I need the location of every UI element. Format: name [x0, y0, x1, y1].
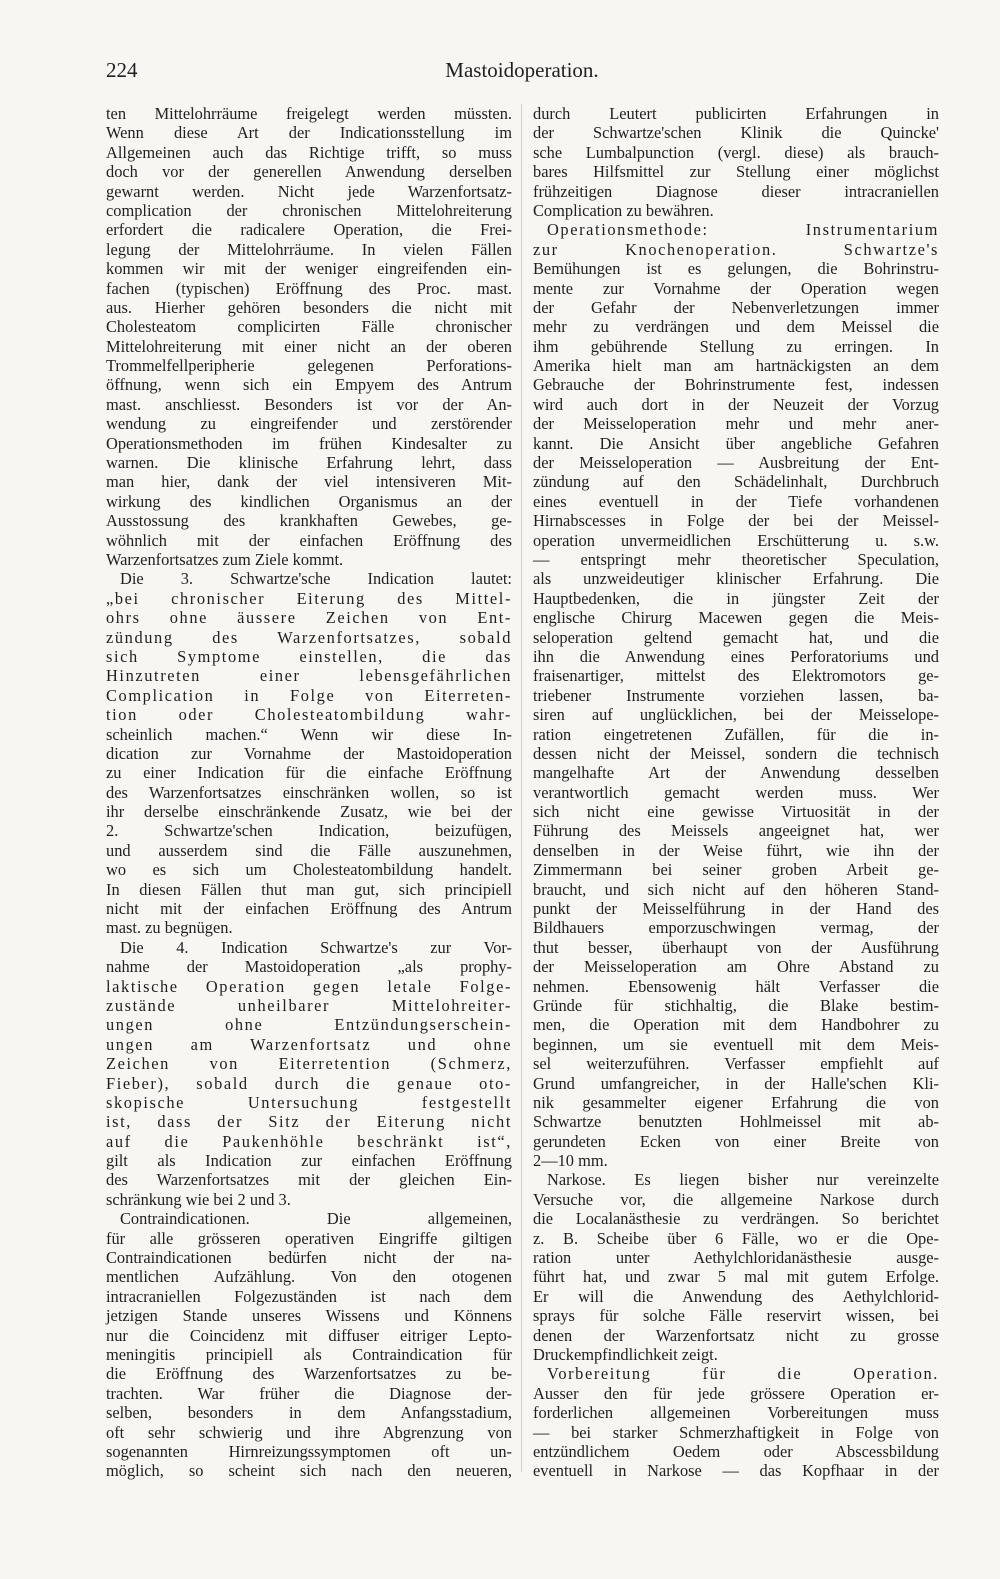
text-line: fachen (typischen) Eröffnung des Proc. mast.: [106, 278, 512, 298]
text-line: gilt als Indication zur einfachen Eröffnung: [106, 1151, 512, 1171]
text-line: men, die Operation mit dem Handbohrer zu: [533, 1015, 939, 1035]
text-line: z. B. Scheibe über 6 Fälle, wo er die Ope-: [533, 1228, 939, 1248]
text-line: ist, dass der Sitz der Eiterung nicht: [106, 1112, 512, 1132]
text-line: denen der Warzenfortsatz nicht zu grosse: [533, 1325, 939, 1345]
text-line: ihn die Anwendung eines Perforatoriums und: [533, 646, 939, 666]
text-line: des Warzenfortsatzes einschränken wollen, so ist: [106, 782, 512, 802]
text-line: nicht mit der einfachen Eröffnung des Antrum: [106, 899, 512, 919]
text-line: nahme der Mastoidoperation „als prophy-: [106, 957, 512, 977]
text-line: Die 4. Indication Schwartze's zur Vor-: [120, 937, 512, 957]
text-line: — bei starker Schmerzhaftigkeit in Folge von: [533, 1422, 939, 1442]
text-line: Die 3. Schwartze'sche Indication lautet:: [120, 569, 512, 589]
text-line: durch Leutert publicirten Erfahrungen in: [533, 104, 939, 123]
text-line: wendung zu eingreifender und zerstörender: [106, 414, 512, 434]
text-line: denselben in der Weise führt, wie ihn der: [533, 840, 939, 860]
text-line: eventuell in Narkose — das Kopfhaar in der: [533, 1461, 939, 1481]
text-line: ungen ohne Entzündungserschein-: [106, 1015, 512, 1035]
text-line: nur die Coincidenz mit diffuser eitriger Lepto-: [106, 1325, 512, 1345]
text-line: verantwortlich gemacht werden muss. Wer: [533, 782, 939, 802]
text-line: Hauptbedenken, die in jüngster Zeit der: [533, 588, 939, 608]
text-line: Bemühungen ist es gelungen, die Bohrinstru-: [533, 259, 939, 279]
text-line: zustände unheilbarer Mittelohreiter-: [106, 995, 512, 1015]
text-line: führt hat, und zwar 5 mal mit gutem Erfolge.: [533, 1267, 939, 1287]
text-line: beginnen, um sie eventuell mit dem Meis-: [533, 1034, 939, 1054]
text-line: legung der Mittelohrräume. In vielen Fällen: [106, 239, 512, 259]
text-line: gerundeten Ecken von einer Breite von: [533, 1131, 939, 1151]
running-title: Mastoidoperation.: [445, 58, 599, 82]
text-line: Operationsmethode: Instrumentarium: [547, 220, 939, 240]
text-line: der Meisseloperation am Ohre Abstand zu: [533, 957, 939, 977]
text-line: fraisenartiger, mittelst des Elektromotors ge-: [533, 666, 939, 686]
text-line: sich nicht eine gewisse Virtuosität in der: [533, 802, 939, 822]
right-text-column: [533, 104, 939, 1481]
text-line: Complication zu bewähren.: [533, 200, 714, 220]
text-line: Zimmermann bei seiner groben Arbeit ge-: [533, 860, 939, 880]
text-line: erfordert die radicalere Operation, die Frei-: [106, 220, 512, 240]
text-line: der Gefahr der Nebenverletzungen immer: [533, 297, 939, 317]
text-line: zur Knochenoperation. Schwartze's: [533, 239, 939, 259]
text-line: Zeichen von Eiterretention (Schmerz,: [106, 1054, 512, 1074]
text-line: gewarnt werden. Nicht jede Warzenfortsatz-: [106, 181, 512, 201]
text-line: ihm gebührende Stellung zu erringen. In: [533, 336, 939, 356]
text-line: wirkung des kindlichen Organismus an der: [106, 491, 512, 511]
text-line: Fieber), sobald durch die genaue oto-: [106, 1073, 512, 1093]
text-line: Hirnabscesses in Folge der bei der Meissel-: [533, 511, 939, 531]
text-line: skopische Untersuchung festgestellt: [106, 1092, 512, 1112]
text-line: Hinzutreten einer lebensgefährlichen: [106, 666, 512, 686]
text-line: der Meisseloperation mehr und mehr aner-: [533, 414, 939, 434]
text-line: Bildhauers emporzuschwingen vermag, der: [533, 918, 939, 938]
text-line: Führung des Meissels angeeignet hat, wer: [533, 821, 939, 841]
text-line: Ausstossung des krankhaften Gewebes, ge-: [106, 511, 512, 531]
text-line: wöhnlich mit der einfachen Eröffnung des: [106, 530, 512, 550]
text-line: ten Mittelohrräume freigelegt werden müssten.: [106, 104, 512, 123]
left-text-column: [106, 104, 512, 1481]
text-line: Er will die Anwendung des Aethylchlorid-: [533, 1286, 939, 1306]
text-line: kommen wir mit der weniger eingreifenden ein-: [106, 259, 512, 279]
text-line: des Warzenfortsatzes mit der gleichen Ein-: [106, 1170, 512, 1190]
text-line: sich Symptome einstellen, die das: [106, 646, 512, 666]
column-divider: [521, 104, 522, 1472]
text-line: — entspringt mehr theoretischer Speculation,: [533, 549, 939, 569]
text-line: frühzeitigen Diagnose dieser intracraniellen: [533, 181, 939, 201]
text-line: selben, besonders in dem Anfangsstadium,: [106, 1403, 512, 1423]
text-line: englische Chirurg Macewen gegen die Meis-: [533, 608, 939, 628]
text-line: meningitis principiell als Contraindication für: [106, 1345, 512, 1364]
text-line: sche Lumbalpunction (vergl. diese) als brauch-: [533, 142, 939, 162]
text-line: ration eingetretenen Zufällen, für die in-: [533, 724, 939, 744]
text-line: Versuche vor, die allgemeine Narkose durch: [533, 1189, 939, 1209]
text-line: warnen. Die klinische Erfahrung lehrt, dass: [106, 453, 512, 473]
text-line: ration unter Aethylchloridanästhesie ausge-: [533, 1248, 939, 1268]
text-line: als unzweideutiger klinischer Erfahrung. Die: [533, 569, 939, 589]
text-line: Narkose. Es liegen bisher nur vereinzelte: [547, 1170, 939, 1190]
text-line: Schwartze benutzten Hohlmeissel mit ab-: [533, 1112, 939, 1132]
text-line: Gründe für stichhaltig, die Blake bestim-: [533, 995, 939, 1015]
text-line: dication zur Vornahme der Mastoidoperation: [106, 743, 512, 763]
text-line: 2—10 mm.: [533, 1151, 608, 1171]
text-line: Warzenfortsatzes zum Ziele kommt.: [106, 549, 344, 569]
text-line: oft sehr schwierig und ihre Abgrenzung von: [106, 1422, 512, 1442]
text-line: Amerika hielt man am hartnäckigsten an dem: [533, 356, 939, 376]
text-line: braucht, und sich nicht auf den höheren Stand-: [533, 879, 939, 899]
text-line: Wenn diese Art der Indicationsstellung im: [106, 123, 512, 143]
text-line: entzündlichem Oedem oder Abscessbildung: [533, 1441, 939, 1461]
text-line: Gebrauche der Bohrinstrumente fest, indessen: [533, 375, 939, 395]
text-line: forderlichen allgemeinen Vorbereitungen muss: [533, 1403, 939, 1423]
page-number: 224: [106, 58, 138, 82]
text-line: ohrs ohne äussere Zeichen von Ent-: [106, 608, 512, 628]
text-line: bares Hilfsmittel zur Stellung einer möglichst: [533, 162, 939, 182]
text-line: und ausserdem sind die Fälle auszunehmen,: [106, 840, 512, 860]
text-line: Trommelfellperipherie gelegenen Perforations-: [106, 356, 512, 376]
text-line: öffnung, wenn sich ein Empyem des Antrum: [106, 375, 512, 395]
text-line: siren auf unglücklichen, bei der Meisselope-: [533, 705, 939, 725]
text-line: die Eröffnung des Warzenfortsatzes zu be-: [106, 1364, 512, 1384]
text-line: laktische Operation gegen letale Folge-: [106, 976, 512, 996]
text-line: Complication in Folge von Eiterreten-: [106, 685, 512, 705]
text-line: „bei chronischer Eiterung des Mittel-: [106, 588, 512, 608]
text-line: complication der chronischen Mittelohreiterung: [106, 200, 512, 220]
text-line: sogenannten Hirnreizungssymptomen oft un-: [106, 1441, 512, 1461]
text-line: In diesen Fällen thut man gut, sich principiell: [106, 879, 512, 899]
text-line: möglich, so scheint sich nach den neueren,: [106, 1461, 512, 1481]
text-line: mentlichen Aufzählung. Von den otogenen: [106, 1267, 512, 1287]
text-line: man hier, dank der viel intensiveren Mit-: [106, 472, 512, 492]
text-line: Contraindicationen bedürfen nicht der na-: [106, 1248, 512, 1268]
page-header: [106, 58, 938, 84]
text-line: Allgemeinen auch das Richtige trifft, so muss: [106, 142, 512, 162]
text-line: jetzigen Stande unseres Wissens und Könnens: [106, 1306, 512, 1326]
text-line: nik gesammelter eigener Erfahrung die von: [533, 1092, 939, 1112]
text-line: schränkung wie bei 2 und 3.: [106, 1189, 291, 1209]
text-line: operation unvermeidlichen Erschütterung u. s.w.: [533, 530, 939, 550]
text-line: ungen am Warzenfortsatz und ohne: [106, 1034, 512, 1054]
text-line: trachten. War früher die Diagnose der-: [106, 1383, 512, 1403]
text-line: kannt. Die Ansicht über angebliche Gefahren: [533, 433, 939, 453]
text-line: wird auch dort in der Neuzeit der Vorzug: [533, 394, 939, 414]
text-line: der Schwartze'schen Klinik die Quincke': [533, 123, 939, 143]
text-line: für alle grösseren operativen Eingriffe giltigen: [106, 1228, 512, 1248]
text-line: Mittelohreiterung mit einer nicht an der oberen: [106, 336, 512, 356]
text-line: thut besser, überhaupt von der Ausführung: [533, 937, 939, 957]
text-line: zündung des Warzenfortsatzes, sobald: [106, 627, 512, 647]
text-line: triebener Instrumente vorziehen lassen, ba-: [533, 685, 939, 705]
text-line: mast. anschliesst. Besonders ist vor der An-: [106, 394, 512, 414]
text-line: mente zur Vornahme der Operation wegen: [533, 278, 939, 298]
text-line: mast. zu begnügen.: [106, 918, 233, 938]
text-line: zu einer Indication für die einfache Eröffnung: [106, 763, 512, 783]
text-line: scheinlich machen.“ Wenn wir diese In-: [106, 724, 512, 744]
text-line: eines eventuell in der Tiefe vorhandenen: [533, 491, 939, 511]
text-line: mehr zu verdrängen und dem Meissel die: [533, 317, 939, 337]
text-line: aus. Hierher gehören besonders die nicht mit: [106, 297, 512, 317]
text-line: ihr derselbe einschränkende Zusatz, wie bei der: [106, 802, 512, 822]
text-line: mangelhafte Art der Anwendung desselben: [533, 763, 939, 783]
text-line: Druckempfindlichkeit zeigt.: [533, 1345, 718, 1364]
text-line: auf die Paukenhöhle beschränkt ist“,: [106, 1131, 512, 1151]
text-line: die Localanästhesie zu verdrängen. So berichtet: [533, 1209, 939, 1229]
text-line: punkt der Meisselführung in der Hand des: [533, 899, 939, 919]
text-line: wo es sich um Cholesteatombildung handelt.: [106, 860, 512, 880]
text-line: nehmen. Ebensowenig hält Verfasser die: [533, 976, 939, 996]
text-line: Vorbereitung für die Operation.: [547, 1364, 939, 1384]
text-line: intracraniellen Folgezuständen ist nach dem: [106, 1286, 512, 1306]
text-line: seloperation geltend gemacht hat, und die: [533, 627, 939, 647]
text-line: doch vor der generellen Anwendung derselben: [106, 162, 512, 182]
text-line: sel weiterzuführen. Verfasser empfiehlt auf: [533, 1054, 939, 1074]
text-line: zündung auf den Schädelinhalt, Durchbruch: [533, 472, 939, 492]
text-line: sprays für solche Fälle reservirt wissen, bei: [533, 1306, 939, 1326]
text-line: Operationsmethoden im frühen Kindesalter zu: [106, 433, 512, 453]
text-line: 2. Schwartze'schen Indication, beizufügen,: [106, 821, 512, 841]
text-line: Grund umfangreicher, in der Halle'schen Kli-: [533, 1073, 939, 1093]
text-line: dessen nicht der Meissel, sondern die technisch: [533, 743, 939, 763]
text-line: tion oder Cholesteatombildung wahr-: [106, 705, 512, 725]
text-line: Ausser den für jede grössere Operation er-: [533, 1383, 939, 1403]
text-line: der Meisseloperation — Ausbreitung der Ent-: [533, 453, 939, 473]
text-line: Cholesteatom complicirten Fälle chronischer: [106, 317, 512, 337]
text-line: Contraindicationen. Die allgemeinen,: [120, 1209, 512, 1229]
